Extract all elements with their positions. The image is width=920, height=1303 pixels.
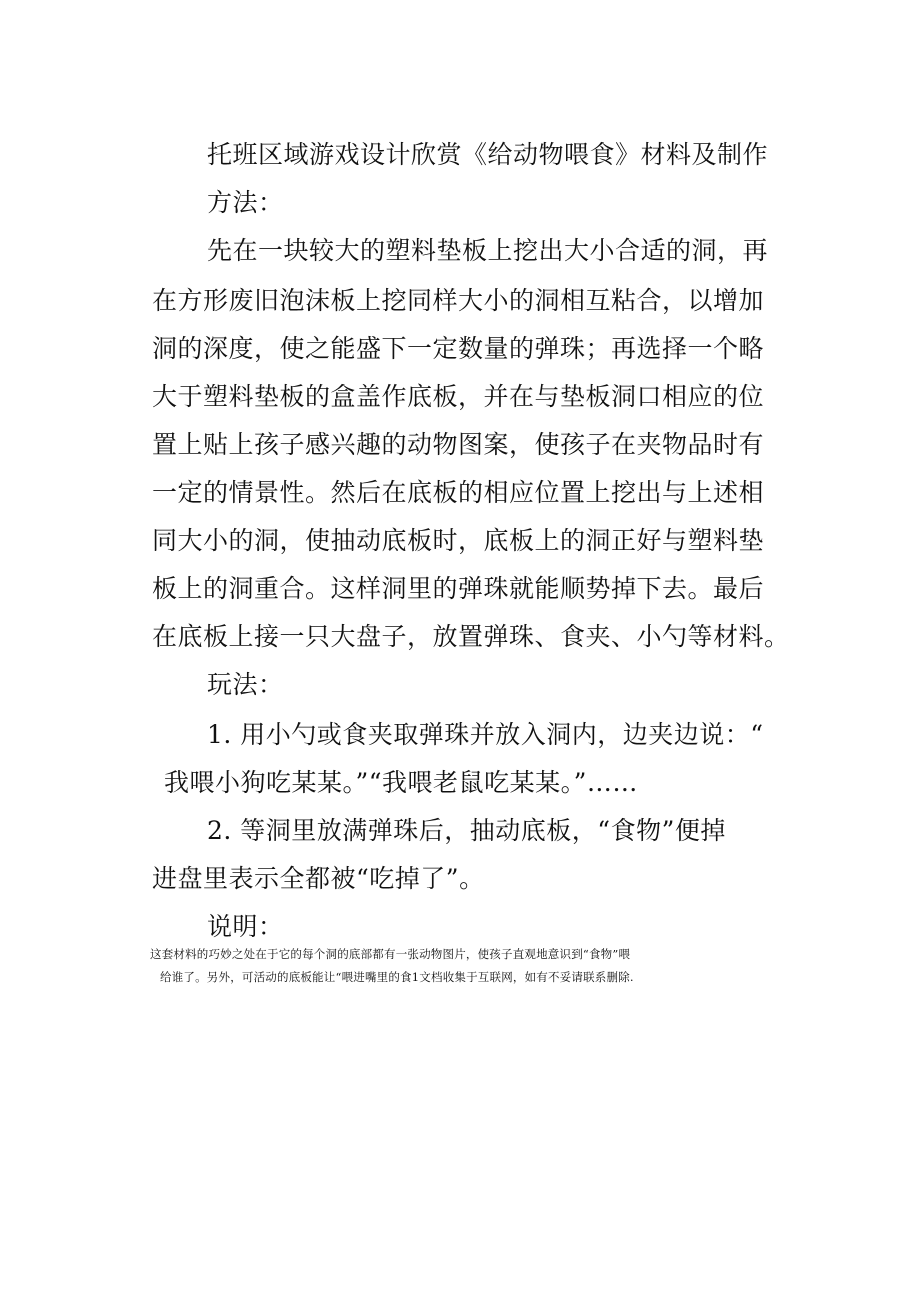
- method-line-7: 同大小的洞，使抽动底板时，底板上的洞正好与塑料垫: [152, 526, 765, 555]
- method-line-4: 大于塑料垫板的盒盖作底板，并在与垫板洞口相应的位: [152, 382, 765, 411]
- step-2-line-2: 进盘里表示全都被“吃掉了”。: [152, 864, 485, 893]
- method-line-8: 板上的洞重合。这样洞里的弹珠就能顺势掉下去。最后: [152, 574, 765, 603]
- method-line-9: 在底板上接一只大盘子，放置弹珠、食夹、小勺等材料。: [152, 622, 790, 651]
- method-line-3: 洞的深度，使之能盛下一定数量的弹珠；再选择一个略: [152, 334, 765, 363]
- play-heading: 玩法：: [207, 670, 284, 699]
- note-line-2: 给谁了。另外，可活动的底板能让“喂进嘴里的食1文档收集于互联网，如有不妥请联系删除.: [160, 970, 634, 984]
- title-line-2: 方法：: [207, 188, 284, 217]
- method-line-5: 置上贴上孩子感兴趣的动物图案，使孩子在夹物品时有: [152, 430, 765, 459]
- note-heading: 说明：: [207, 912, 284, 941]
- method-line-1: 先在一块较大的塑料垫板上挖出大小合适的洞，再: [207, 236, 769, 265]
- method-line-6: 一定的情景性。然后在底板的相应位置上挖出与上述相: [152, 478, 765, 507]
- note-line-1: 这套材料的巧妙之处在于它的每个洞的底部都有一张动物图片，使孩子直观地意识到“食物”喂: [150, 947, 631, 961]
- step-1-line-1: 1. 用小勺或食夹取弹珠并放入洞内，边夹边说：“: [207, 720, 764, 749]
- title-line-1: 托班区域游戏设计欣赏《给动物喂食》材料及制作: [207, 140, 769, 169]
- step-1-line-2: 我喂小狗吃某某。”“我喂老鼠吃某某。”……: [164, 768, 638, 797]
- step-2-line-1: 2. 等洞里放满弹珠后，抽动底板，“食物”便掉: [207, 816, 726, 845]
- method-line-2: 在方形废旧泡沫板上挖同样大小的洞相互粘合，以增加: [152, 286, 765, 315]
